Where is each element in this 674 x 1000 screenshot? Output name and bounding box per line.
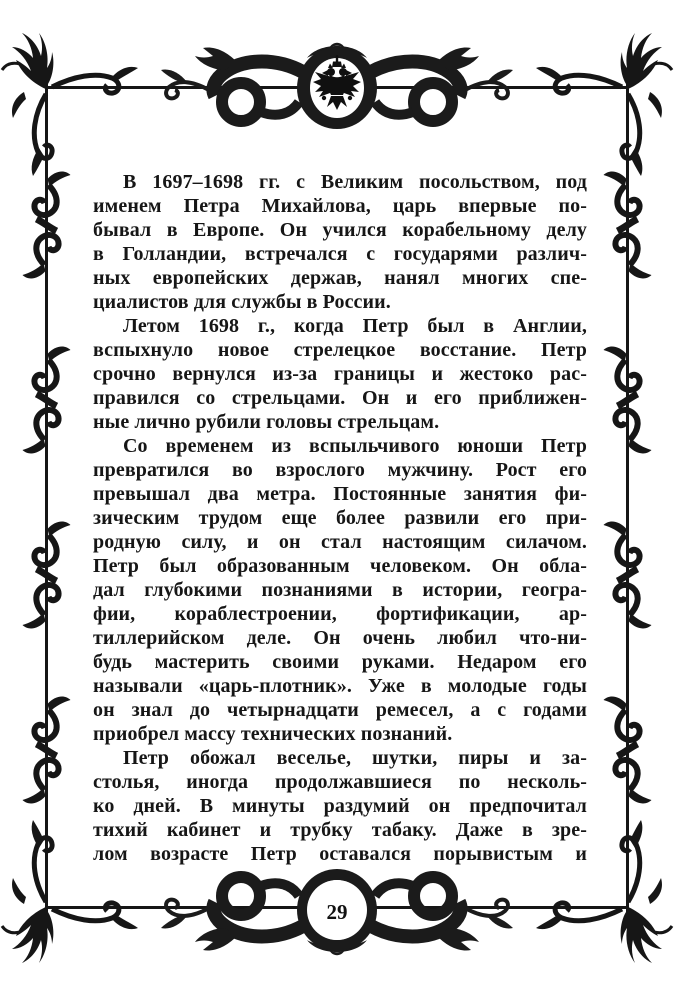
text-line: фии, кораблестроении, фортификации, ар- xyxy=(93,603,587,625)
text-line: правился со стрельцами. Он и его приближен- xyxy=(93,387,587,409)
text-line: циалистов для службы в России. xyxy=(93,291,391,313)
top-right-corner-ornament xyxy=(536,33,672,176)
text-line: Петр был образованным человеком. Он обла- xyxy=(93,555,587,577)
text-line: дал глубокими познаниями в истории, геогра- xyxy=(93,579,587,601)
text-line: бывал в Европе. Он учился корабельному делу xyxy=(93,219,587,241)
text-line: срочно вернулся из-за границы и жестоко рас- xyxy=(93,363,587,385)
text-line: тиллерийском деле. Он очень любил что-ни- xyxy=(93,627,587,649)
text-line: Летом 1698 г., когда Петр был в Англии, xyxy=(123,315,587,337)
text-line: ко дней. В минуты раздумий он предпочитал xyxy=(93,795,587,817)
text-line: называли «царь-плотник». Уже в молодые годы xyxy=(93,675,587,697)
text-line: будь мастерить своими руками. Недаром его xyxy=(93,651,587,673)
text-line: лом возрасте Петр оставался порывистым и xyxy=(93,843,587,865)
text-line: ных европейских держав, нанял многих спе- xyxy=(93,267,587,289)
text-block xyxy=(93,170,587,866)
text-line: превратился во взрослого мужчину. Рост его xyxy=(93,459,587,481)
top-left-corner-ornament xyxy=(2,33,138,176)
text-line: превышал два метра. Постоянные занятия фи- xyxy=(93,483,587,505)
text-line: ные лично рубили головы стрельцам. xyxy=(93,411,440,433)
text-line: В 1697–1698 гг. с Великим посольством, под xyxy=(123,171,587,193)
text-line: Петр обожал веселье, шутки, пиры и за- xyxy=(123,747,587,769)
text-line: вспыхнуло новое стрелецкое восстание. Петр xyxy=(93,339,587,361)
text-line: Со временем из вспыльчивого юноши Петр xyxy=(123,435,587,457)
page-number: 29 xyxy=(326,900,348,924)
text-line: он знал до четырнадцати ремесел, а с годами xyxy=(93,699,587,721)
text-line: в Голландии, встречался с государями различ- xyxy=(93,243,587,265)
header-ornament xyxy=(161,43,513,129)
text-line: тихий кабинет и трубку табаку. Даже в зре- xyxy=(93,819,587,841)
text-line: столья, иногда продолжавшиеся по несколь- xyxy=(93,771,587,793)
text-line: родную силу, и он стал настоящим силачом. xyxy=(93,531,587,553)
text-line: приобрел массу технических познаний. xyxy=(93,723,453,745)
text-line: именем Петра Михайлова, царь впервые по- xyxy=(93,195,587,217)
text-line: зическим трудом еще более развили его при- xyxy=(93,507,587,529)
